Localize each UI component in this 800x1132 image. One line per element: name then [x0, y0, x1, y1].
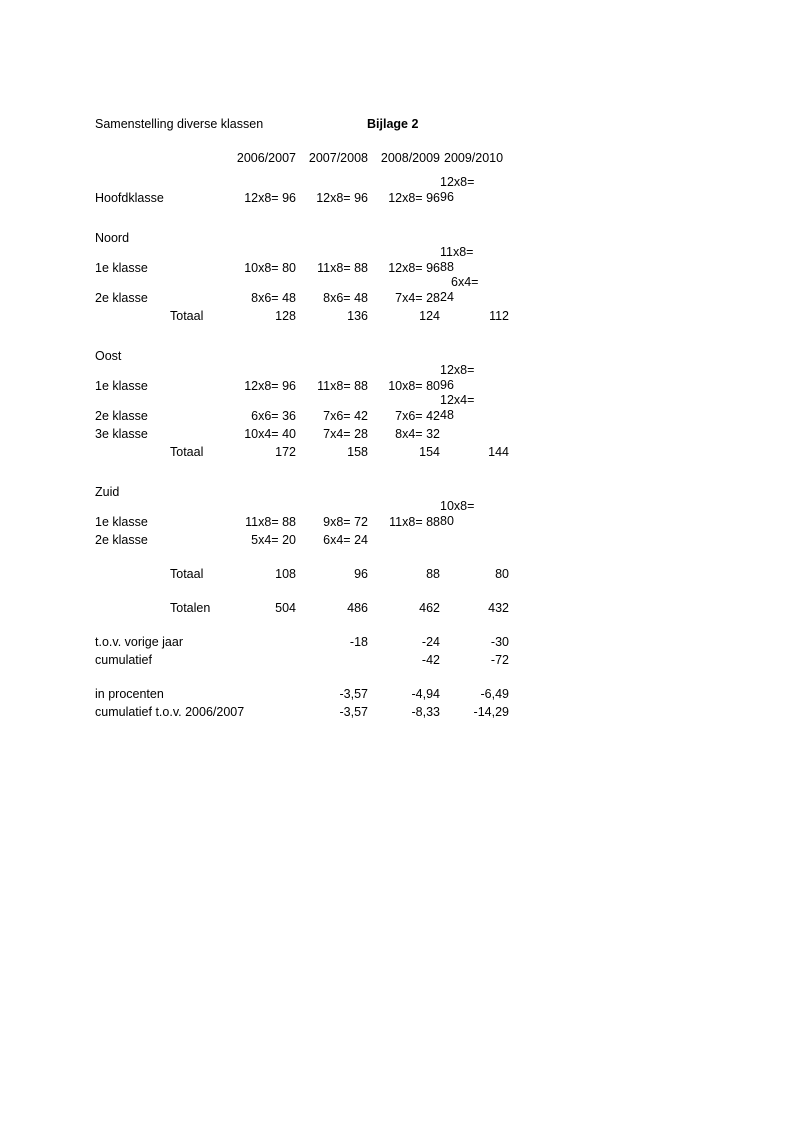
spacer-row — [95, 615, 515, 631]
table-row-noord-totaal — [95, 305, 515, 323]
table-row-zuid-totaal — [95, 547, 515, 581]
cell-zuid-totaal-y3: 88 — [426, 567, 440, 581]
section-blank — [170, 333, 515, 363]
table-row-in-procenten — [95, 683, 515, 701]
table-row-zuid-klasse1 — [95, 499, 515, 529]
cell-noord-k1-y4 — [440, 245, 515, 275]
spacer-row — [95, 165, 515, 175]
cell-result: 96 — [440, 190, 454, 204]
cell-oost-k1-y2: 11x8= 88 — [317, 379, 368, 393]
cell-noord-totaal-y1: 128 — [275, 309, 296, 323]
row-label-blank — [95, 305, 170, 323]
row-label-2e-klasse: 2e klasse — [95, 409, 148, 423]
cell-result: 80 — [440, 514, 454, 528]
table-row-oost-klasse3 — [95, 423, 515, 441]
row-label-totaal: Totaal — [170, 567, 204, 581]
row-label-1e-klasse: 1e klasse — [95, 261, 148, 275]
cell-oost-totaal-y1: 172 — [275, 445, 296, 459]
cell-formula: 12x4= — [440, 393, 475, 407]
cell-noord-totaal-y4: 112 — [489, 309, 509, 323]
row-label-hoofdklasse: Hoofdklasse — [95, 191, 164, 205]
row-label-3e-klasse: 3e klasse — [95, 427, 148, 441]
spacer-cell — [95, 165, 515, 175]
document-header — [95, 113, 515, 135]
column-header-2009-2010: 2009/2010 — [444, 151, 504, 165]
cell-hoofdklasse-y4 — [440, 175, 515, 205]
cell-cum-y4: -72 — [490, 653, 509, 667]
cell-noord-k1-y3: 12x8= 96 — [388, 261, 440, 275]
row-label-blank — [95, 547, 170, 581]
row-sub-blank — [170, 363, 224, 393]
cell-oost-k2-y3: 7x6= 42 — [395, 409, 440, 423]
row-label-totaal: Totaal — [170, 445, 204, 459]
header-blank-label — [95, 135, 170, 165]
cell-cum-y2 — [296, 649, 368, 667]
row-label-blank — [95, 581, 170, 615]
cell-oost-k1-y1: 12x8= 96 — [244, 379, 296, 393]
column-header-2006-2007: 2006/2007 — [236, 151, 296, 165]
cell-zuid-k2-y3 — [368, 529, 440, 547]
section-blank — [170, 215, 515, 245]
row-label-1e-klasse: 1e klasse — [95, 379, 148, 393]
table-row-cumulatief-tov — [95, 701, 515, 719]
cell-tov-y1 — [224, 631, 296, 649]
composition-table — [95, 135, 515, 719]
row-label-2e-klasse: 2e klasse — [95, 533, 148, 547]
cell-zuid-k1-y1: 11x8= 88 — [245, 515, 296, 529]
cell-totalen-y1: 504 — [275, 601, 296, 615]
table-row-zuid-klasse2 — [95, 529, 515, 547]
cell-tov-y3: -24 — [421, 635, 440, 649]
cell-noord-k2-y4 — [440, 275, 515, 305]
spacer-cell — [95, 205, 515, 215]
section-label-zuid: Zuid — [95, 485, 120, 499]
cell-oost-totaal-y3: 154 — [419, 445, 440, 459]
cell-zuid-k1-y3: 11x8= 88 — [389, 515, 440, 529]
cell-noord-k1-y2: 11x8= 88 — [317, 261, 368, 275]
page-title: Samenstelling diverse klassen — [95, 117, 264, 131]
cell-result: 48 — [440, 408, 454, 422]
row-label-tov-vorige-jaar: t.o.v. vorige jaar — [95, 635, 184, 649]
spacer-cell — [95, 615, 515, 631]
row-label-cumulatief-tov: cumulatief t.o.v. 2006/2007 — [95, 705, 245, 719]
row-sub-blank — [170, 423, 224, 441]
cell-tov-y2: -18 — [349, 635, 368, 649]
table-row-cumulatief — [95, 649, 515, 667]
cell-oost-totaal-y4: 144 — [488, 445, 509, 459]
row-label-2e-klasse: 2e klasse — [95, 291, 148, 305]
cell-zuid-k1-y4 — [440, 499, 515, 529]
cell-oost-k2-y1: 6x6= 36 — [251, 409, 296, 423]
cell-noord-totaal-y2: 136 — [347, 309, 368, 323]
cell-zuid-k2-y4 — [440, 529, 515, 547]
table-row-hoofdklasse — [95, 175, 515, 205]
cell-result: 24 — [440, 290, 454, 304]
cell-oost-k2-y2: 7x6= 42 — [323, 409, 368, 423]
cell-zuid-k2-y2: 6x4= 24 — [323, 533, 368, 547]
section-label-noord: Noord — [95, 231, 130, 245]
cell-cumtov-y2: -3,57 — [339, 705, 368, 719]
table-header-row — [95, 135, 515, 165]
cell-formula: 12x8= — [440, 175, 475, 189]
cell-cum-y1 — [224, 649, 296, 667]
cell-oost-k3-y3: 8x4= 32 — [395, 427, 440, 441]
cell-cumtov-y4: -14,29 — [473, 705, 509, 719]
section-label-oost: Oost — [95, 349, 122, 363]
table-row-oost-klasse2 — [95, 393, 515, 423]
row-label-in-procenten: in procenten — [95, 687, 164, 701]
table-row-oost-klasse1 — [95, 363, 515, 393]
row-label-cumulatief: cumulatief — [95, 653, 152, 667]
cell-cumtov-y3: -8,33 — [411, 705, 440, 719]
cell-proc-y3: -4,94 — [411, 687, 440, 701]
spacer-row — [95, 205, 515, 215]
cell-noord-k2-y3: 7x4= 28 — [395, 291, 440, 305]
cell-formula: 12x8= — [440, 363, 475, 377]
table-row-noord-klasse1 — [95, 245, 515, 275]
cell-totalen-y3: 462 — [419, 601, 440, 615]
cell-oost-k3-y2: 7x4= 28 — [323, 427, 368, 441]
table-row-tov-vorige-jaar — [95, 631, 515, 649]
cell-hoofdklasse-y1: 12x8= 96 — [244, 191, 296, 205]
spacer-cell — [95, 459, 515, 469]
cell-zuid-k1-y2: 9x8= 72 — [323, 515, 368, 529]
cell-formula: 11x8= — [440, 245, 474, 259]
cell-zuid-k2-y1: 5x4= 20 — [251, 533, 296, 547]
row-sub-blank — [170, 245, 224, 275]
column-header-2007-2008: 2007/2008 — [308, 151, 368, 165]
cell-proc-y1 — [224, 683, 296, 701]
cell-formula: 10x8= — [440, 499, 475, 513]
row-sub-blank — [170, 275, 224, 305]
column-header-2008-2009: 2008/2009 — [380, 151, 440, 165]
cell-hoofdklasse-y3: 12x8= 96 — [388, 191, 440, 205]
row-label-totaal: Totaal — [170, 309, 204, 323]
document-annex-label: Bijlage 2 — [367, 117, 419, 131]
spacer-row — [95, 323, 515, 333]
cell-formula: 6x4= — [451, 275, 479, 289]
cell-oost-k1-y3: 10x8= 80 — [388, 379, 440, 393]
cell-hoofdklasse-y2: 12x8= 96 — [316, 191, 368, 205]
spacer-cell — [95, 667, 515, 683]
cell-zuid-totaal-y2: 96 — [354, 567, 368, 581]
header-blank-sub — [170, 135, 224, 165]
cell-zuid-totaal-y1: 108 — [275, 567, 296, 581]
cell-oost-k1-y4 — [440, 363, 515, 393]
row-sub-blank — [170, 175, 224, 205]
cell-result: 96 — [440, 378, 454, 392]
row-label-1e-klasse: 1e klasse — [95, 515, 148, 529]
row-label-blank — [95, 441, 170, 459]
section-blank — [170, 469, 515, 499]
section-header-noord — [95, 215, 515, 245]
table-row-totalen — [95, 581, 515, 615]
cell-result: 88 — [440, 260, 454, 274]
cell-noord-k2-y2: 8x6= 48 — [323, 291, 368, 305]
row-sub-blank — [170, 393, 224, 423]
cell-oost-k2-y4 — [440, 393, 515, 423]
cell-cum-y3: -42 — [421, 653, 440, 667]
spreadsheet-sheet — [95, 113, 515, 719]
cell-oost-totaal-y2: 158 — [347, 445, 368, 459]
cell-totalen-y4: 432 — [488, 601, 509, 615]
cell-zuid-totaal-y4: 80 — [495, 567, 509, 581]
spacer-row — [95, 459, 515, 469]
cell-tov-y4: -30 — [490, 635, 509, 649]
cell-noord-k1-y1: 10x8= 80 — [244, 261, 296, 275]
spacer-row — [95, 667, 515, 683]
row-label-totalen: Totalen — [170, 601, 211, 615]
row-sub-blank — [170, 529, 224, 547]
cell-noord-k2-y1: 8x6= 48 — [251, 291, 296, 305]
table-row-noord-klasse2 — [95, 275, 515, 305]
row-sub-blank — [170, 499, 224, 529]
spacer-cell — [95, 323, 515, 333]
cell-oost-k3-y4 — [440, 423, 515, 441]
cell-oost-k3-y1: 10x4= 40 — [244, 427, 296, 441]
section-header-zuid — [95, 469, 515, 499]
table-row-oost-totaal — [95, 441, 515, 459]
cell-proc-y4: -6,49 — [480, 687, 509, 701]
section-header-oost — [95, 333, 515, 363]
cell-proc-y2: -3,57 — [339, 687, 368, 701]
cell-totalen-y2: 486 — [347, 601, 368, 615]
cell-noord-totaal-y3: 124 — [419, 309, 440, 323]
